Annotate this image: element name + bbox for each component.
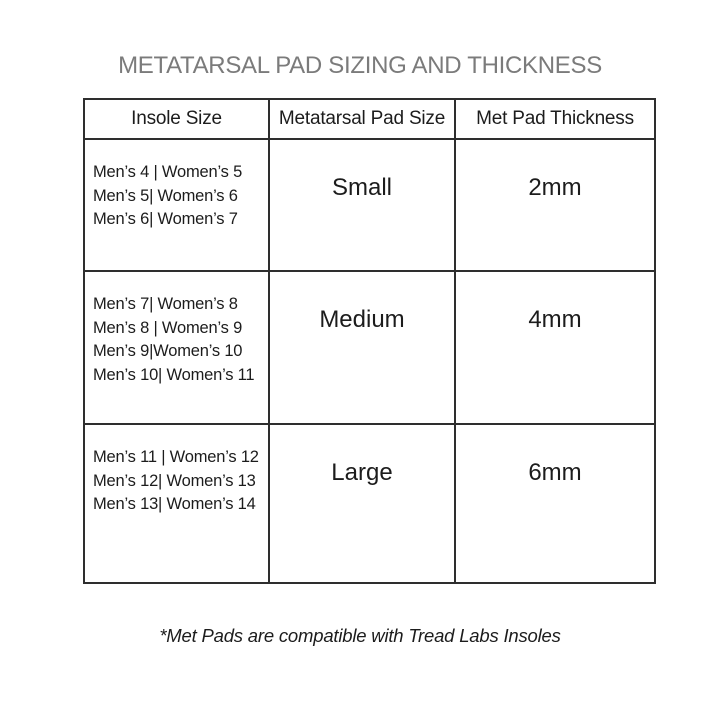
thickness-cell: 4mm	[455, 271, 655, 424]
sizing-table	[83, 98, 656, 584]
column-header-pad-size: Metatarsal Pad Size	[269, 99, 455, 139]
insole-size-cell	[84, 271, 269, 424]
insole-size-cell	[84, 424, 269, 583]
page-title: METATARSAL PAD SIZING AND THICKNESS	[118, 52, 602, 79]
column-header-thickness: Met Pad Thickness	[455, 99, 655, 139]
insole-size-line: Men’s 8 | Women’s 9	[93, 318, 243, 337]
table-header-row	[84, 99, 655, 139]
table-row-large	[84, 424, 655, 583]
insole-size-line: Men’s 4 | Women’s 5	[93, 163, 243, 181]
column-header-insole-size: Insole Size	[84, 99, 269, 139]
thickness-cell: 2mm	[455, 139, 655, 271]
thickness-cell: 6mm	[455, 424, 655, 583]
insole-size-line: Men’s 13| Women’s 14	[93, 495, 256, 514]
compatibility-footnote: *Met Pads are compatible with Tread Labs Insoles	[159, 625, 561, 646]
pad-size-cell: Small	[269, 139, 455, 271]
insole-size-line: Men’s 9|Women’s 10	[93, 342, 243, 361]
insole-size-line: Men’s 5| Women’s 6	[93, 186, 238, 205]
insole-size-line: Men’s 7| Women’s 8	[93, 295, 238, 313]
pad-size-cell: Large	[269, 424, 455, 583]
table-row-small	[84, 139, 655, 271]
insole-size-line: Men’s 11 | Women’s 12	[93, 448, 259, 466]
insole-size-line: Men’s 6| Women’s 7	[93, 210, 238, 229]
insole-size-cell	[84, 139, 269, 271]
insole-size-line: Men’s 10| Women’s 11	[93, 366, 255, 385]
insole-size-line: Men’s 12| Women’s 13	[93, 471, 256, 490]
table-row-medium	[84, 271, 655, 424]
pad-size-cell: Medium	[269, 271, 455, 424]
